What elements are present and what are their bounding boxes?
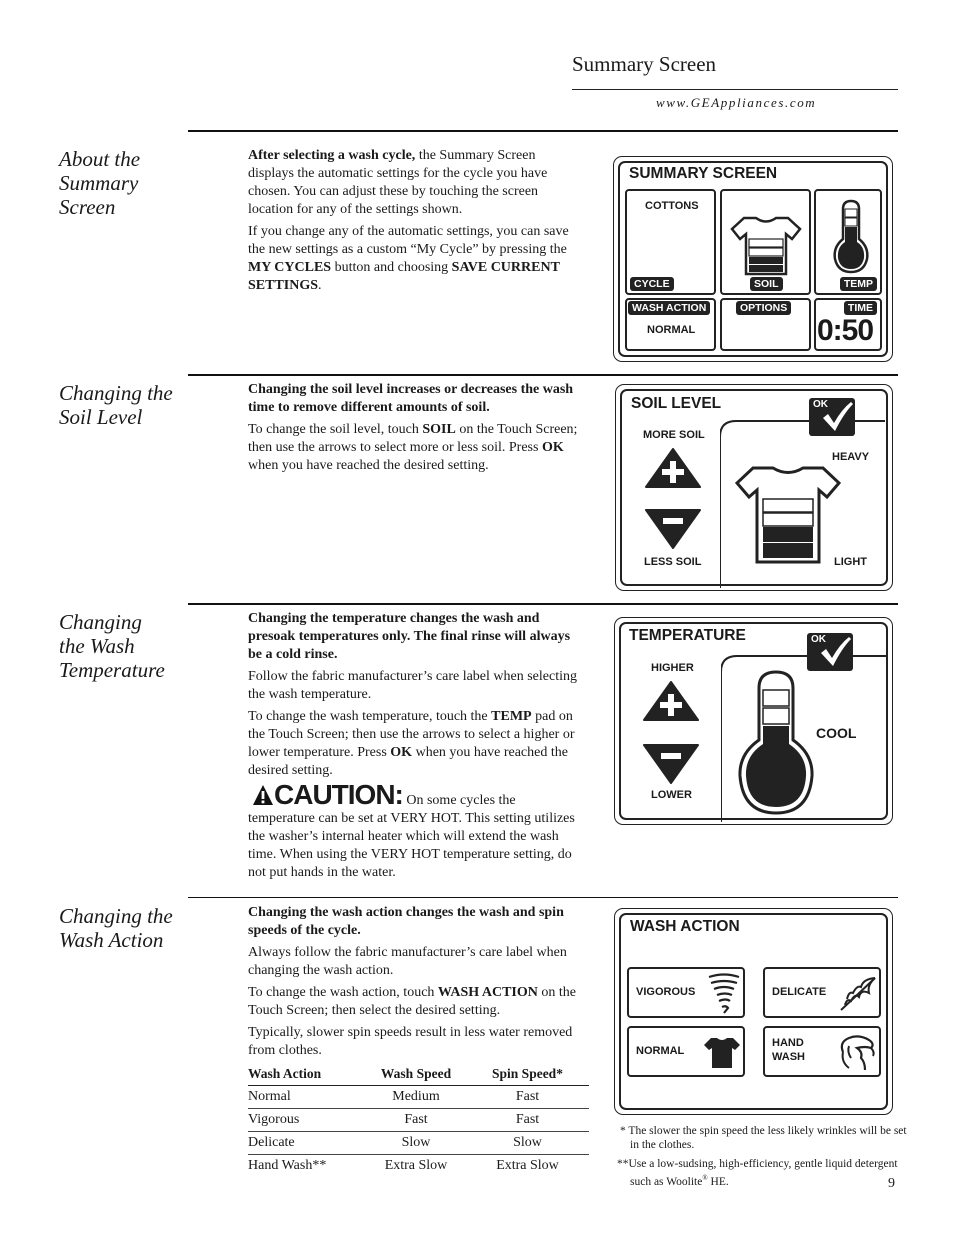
header-rule [572,89,898,90]
time-value: 0:50 [817,314,874,347]
table-header: Spin Speed* [492,1066,563,1081]
cycle-button[interactable] [625,189,716,295]
shirt-icon [703,1036,741,1070]
ok-label: OK [811,634,826,645]
thermometer-gauge-icon [735,668,817,818]
soil-tab: SOIL [750,277,783,291]
website-url[interactable]: www.GEAppliances.com [656,95,817,110]
table-cell: Medium [392,1089,440,1104]
table-cell: Fast [515,1089,540,1104]
cycle-tab: CYCLE [630,277,674,291]
table-cell: Fast [515,1112,540,1127]
soil-level-panel [615,384,893,591]
shirt-soil-gauge-icon [735,465,841,565]
summary-screen-panel [613,156,893,362]
hand-icon [835,1032,877,1074]
table-header-row [248,1063,589,1086]
table-row [248,1155,589,1178]
section-title-summary: About the Summary Screen [59,147,141,219]
table-header: Wash Speed [380,1066,452,1081]
section-divider [188,897,898,898]
ok-button[interactable] [807,633,853,671]
soil-body: Changing the soil level increases or decreases the wash time to remove different amounts of soil. To change the soil level, touch SOIL on the Touch Screen; then use the arrows to select more or less soil. Press OK when you have reached the desired setting. [248,382,578,473]
normal-button[interactable] [627,1026,745,1077]
normal-label: NORMAL [636,1045,685,1057]
heavy-label: HEAVY [832,451,870,463]
delicate-label: DELICATE [772,986,827,998]
higher-label: HIGHER [651,662,694,674]
tornado-icon [707,973,741,1015]
table-cell: Fast [404,1112,428,1127]
table-header: Wash Action [248,1066,322,1081]
temp-button[interactable] [814,189,882,295]
wash-action-button[interactable] [625,298,716,351]
footnote-detergent: **Use a low-sudsing, high-efficiency, gentle liquid detergent such as Woolite® HE. [617,1158,898,1188]
ok-button[interactable] [809,398,855,436]
hand-wash-button[interactable] [763,1026,881,1077]
table-row [248,1132,589,1155]
time-button[interactable] [814,298,882,351]
section-divider [188,374,898,376]
summary-panel-title: SUMMARY SCREEN [629,165,778,182]
warning-triangle-icon [252,784,274,806]
temperature-body: Changing the temperature changes the wash and presoak temperatures only. The final rinse will always be a cold rinse. Follow the fabric manufacturer’s care label when selecting the wash temperature. To change the wash temperature, touch the TEMP pad on the Touch Screen; then use the arrows to select a higher or lower temperature. Press OK when you have reached the desired setting. CAUTION: On some cycles the temperature can be set at VERY HOT. This setting utilizes the washer’s internal heater which will extend the wash time. When using the VERY HOT temperature setting, do not put hands in the water. [248,611,577,880]
plus-arrow-up-icon[interactable] [643,680,699,722]
minus-arrow-down-icon[interactable] [645,508,701,550]
table-cell: Slow [513,1135,542,1150]
wash-action-body: Changing the wash action changes the wash and spin speeds of the cycle. Always follow the fabric manufacturer’s care label when changing the wash action. To change the wash action, touch WASH ACTION on the Touch Screen; then select the desired setting. Typically, slower spin speeds result in less water removed from clothes. [248,905,576,1058]
temp-tab: TEMP [840,277,877,291]
footnote-spin-speed: * The slower the spin speed the less likely wrinkles will be set in the clothes. [620,1125,907,1151]
vigorous-label: VIGOROUS [636,986,696,998]
wash-action-panel-title: WASH ACTION [630,918,740,935]
checkmark-icon [818,636,852,668]
section-divider [188,130,898,132]
checkmark-icon [820,401,854,433]
options-button[interactable] [720,298,811,351]
hand-wash-label: HAND WASH [772,1037,805,1063]
feather-icon [837,975,879,1013]
section-divider [188,603,898,605]
caution-label: CAUTION: [274,779,403,810]
table-cell: Delicate [248,1135,295,1150]
delicate-button[interactable] [763,967,881,1018]
table-cell: Hand Wash** [248,1158,327,1173]
temperature-panel-title: TEMPERATURE [629,627,746,644]
section-title-temperature: Changing the Wash Temperature [59,610,165,682]
wash-action-value: NORMAL [647,324,696,336]
section-title-soil: Changing the Soil Level [59,381,173,429]
table-cell: Normal [248,1089,291,1104]
table-cell: Extra Slow [384,1158,448,1173]
table-row [248,1086,589,1109]
section-title-wash-action: Changing the Wash Action [59,904,173,952]
page-number: 9 [888,1176,895,1191]
lower-label: LOWER [651,789,692,801]
table-cell: Extra Slow [496,1158,559,1173]
table-cell: Vigorous [248,1112,300,1127]
plus-arrow-up-icon[interactable] [645,447,701,489]
more-soil-label: MORE SOIL [643,429,705,441]
wash-action-table [248,1063,589,1177]
minus-arrow-down-icon[interactable] [643,743,699,785]
thermometer-icon [831,199,871,275]
vigorous-button[interactable] [627,967,745,1018]
table-cell: Slow [401,1135,431,1150]
shirt-soil-icon [730,215,802,277]
less-soil-label: LESS SOIL [644,556,702,568]
ok-label: OK [813,399,828,410]
temperature-panel [614,617,893,825]
cycle-value: COTTONS [645,200,699,212]
light-label: LIGHT [834,556,867,568]
wash-action-tab: WASH ACTION [628,301,710,315]
summary-body: After selecting a wash cycle, the Summary Screen displays the automatic settings for the cycle you have chosen. You can adjust these by touching the screen location for any of the settings shown. If you change any of the automatic settings, you can save the new settings as a custom “My Cycle” by pressing the MY CYCLES button and choosing SAVE CURRENT SETTINGS. [248,148,569,293]
options-tab: OPTIONS [736,301,791,315]
current-temp-label: COOL [816,725,857,741]
table-row [248,1109,589,1132]
soil-panel-title: SOIL LEVEL [631,395,722,412]
page-title: Summary Screen [572,52,717,76]
time-tab: TIME [844,301,877,315]
soil-button[interactable] [720,189,811,295]
wash-action-panel [614,908,893,1115]
